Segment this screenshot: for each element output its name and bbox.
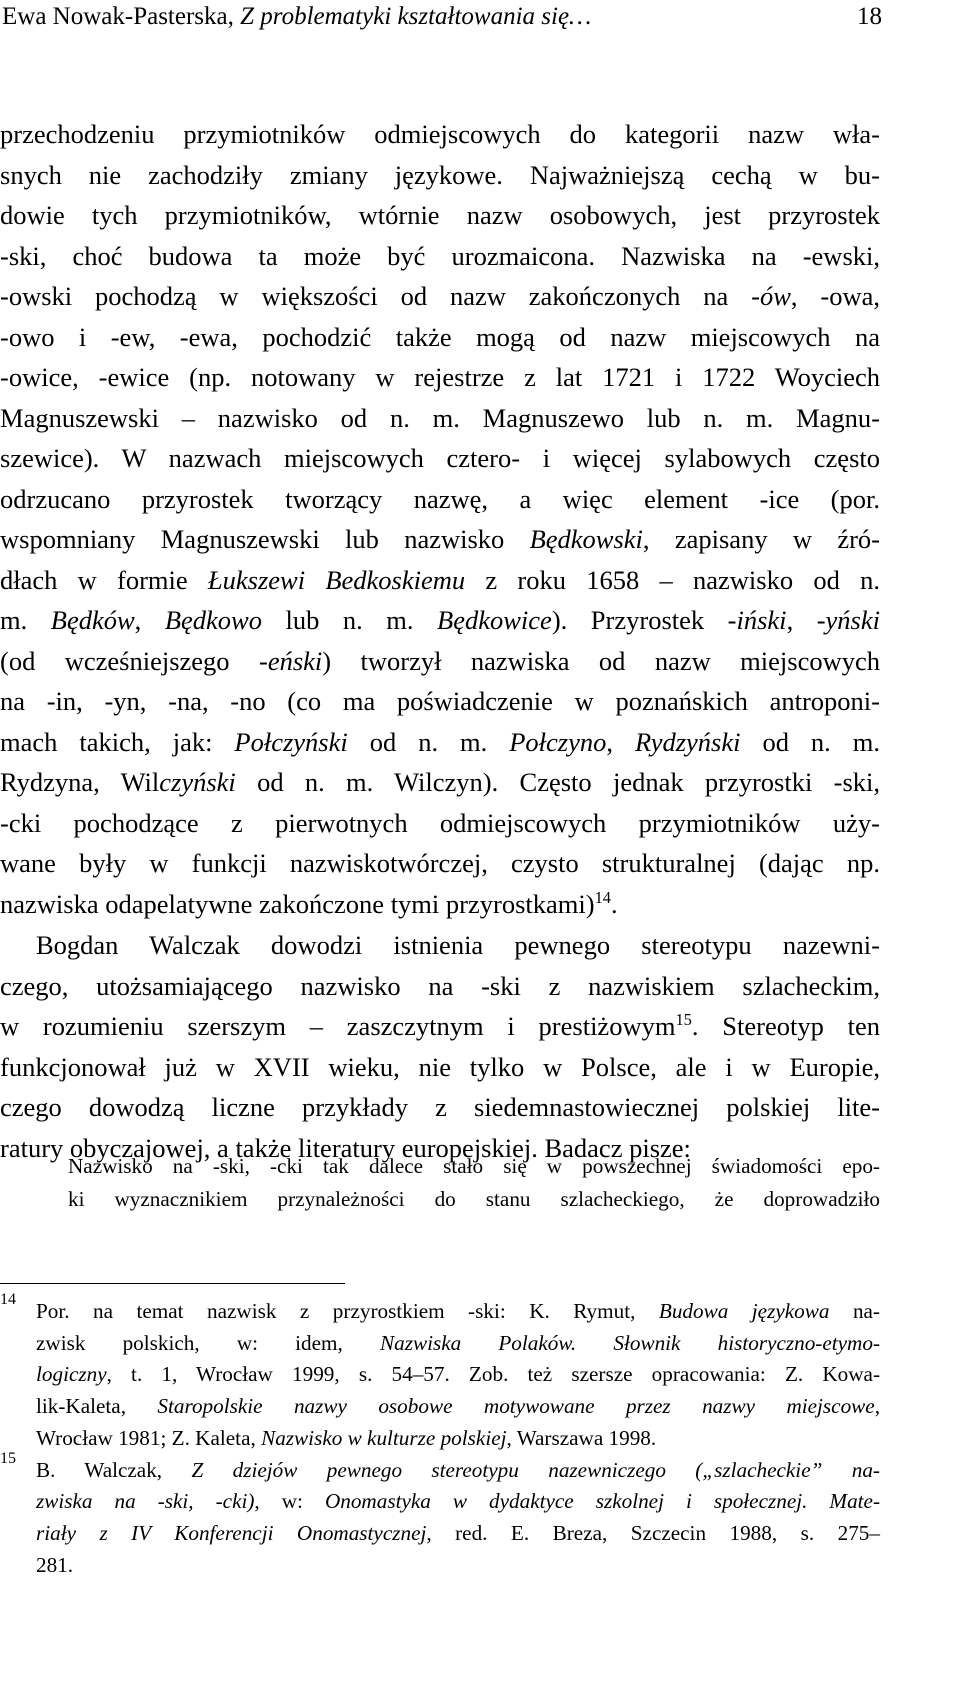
text-run: Magnuszewski – nazwisko od n. m. Magnuszewo lub n. m. Magnu- (0, 402, 880, 433)
text-run: lub n. m. (261, 605, 438, 635)
footnote-line (36, 1328, 880, 1359)
text-run: Nazwiska Polaków. Słownik historyczno-etymo- (379, 1330, 880, 1355)
text-run: ). Przyrostek - (551, 605, 737, 635)
text-run: ki wyznacznikiem przynależności do stanu szlacheckiego, że doprowadziło (68, 1187, 880, 1211)
body-line (0, 237, 880, 275)
footnote-mark: 15 (0, 1449, 16, 1467)
text-run: , Warszawa 1998. (506, 1425, 657, 1450)
text-run: Będkowo (164, 605, 262, 635)
text-run: , - (786, 605, 826, 635)
text-run: , t. 1, Wrocław 1999, s. 54–57. Zob. też szersze opracowania: Z. Kowa- (106, 1362, 880, 1387)
quote-line (68, 1150, 880, 1182)
text-run: czyński (159, 767, 236, 797)
text-run: Połczyno (509, 726, 607, 757)
body-line (0, 439, 880, 477)
text-run: , red. E. Breza, Szczecin 1988, s. 275– (426, 1520, 880, 1545)
body-line (0, 763, 880, 801)
text-run: funkcjonował już w XVII wieku, nie tylko w Polsce, ale i w Europie, (0, 1051, 880, 1082)
running-head-title: Z problematyki kształtowania się… (240, 3, 592, 30)
text-run: dłach w formie (0, 564, 208, 595)
text-run: Onomastyka w dydaktyce szkolnej i społecznej. Mate- (324, 1489, 881, 1514)
footnote-line (36, 1359, 880, 1390)
text-run: -owski pochodzą w większości od nazw zakończonych na - (0, 281, 760, 311)
text-run: szewice). W nazwach miejscowych cztero- i więcej sylabowych często (0, 443, 880, 473)
text-run: -owice, -ewice (np. notowany w rejestrze z lat 1721 i 1722 Woyciech (0, 362, 880, 392)
running-head (2, 0, 882, 34)
text-run: odrzucano przyrostek tworzący nazwę, a więc element -ice (por. (0, 483, 880, 514)
text-run: Wrocław 1981; Z. Kaleta, (36, 1425, 262, 1450)
body-line (0, 358, 880, 396)
footnote-reference: 15 (675, 1009, 692, 1029)
body-line (0, 967, 880, 1005)
text-run: , zapisany w źró- (642, 524, 880, 554)
text-run: iński (736, 605, 787, 635)
footnote-line (36, 1296, 880, 1327)
footnote-reference: 14 (594, 887, 611, 907)
text-run: ) tworzył nazwiska od nazw miejscowych (322, 645, 880, 676)
body-line (0, 1007, 880, 1045)
text-run: wspomniany Magnuszewski lub nazwisko (0, 524, 530, 554)
body-line (0, 196, 880, 234)
quote-line (68, 1183, 880, 1215)
text-run: yński (825, 605, 880, 635)
footnote-line (36, 1455, 880, 1486)
text-run: dowie tych przymiotników, wtórnie nazw osobowych, jest przyrostek (0, 200, 880, 230)
body-line (0, 1048, 880, 1086)
text-run: m. (0, 605, 51, 635)
text-run: ów (759, 281, 791, 311)
text-run: 281. (36, 1552, 74, 1577)
text-run: Nazwisko na -ski, -cki tak dalece stało się w powszechnej świadomości epo- (68, 1154, 880, 1178)
text-run: zwiska na -ski, -cki) (36, 1489, 255, 1514)
text-run: logiczny (36, 1362, 107, 1387)
running-head-author: Ewa Nowak-Pasterska, (2, 3, 241, 30)
text-run: Będkowski (529, 524, 643, 554)
footnote-line (36, 1391, 880, 1422)
body-line (0, 156, 880, 194)
footnote-line (36, 1550, 880, 1581)
footnote-mark: 14 (0, 1291, 16, 1308)
text-run: zwisk polskich, w: idem, (36, 1330, 380, 1355)
body-line (0, 480, 880, 518)
text-run: snych nie zachodziły zmiany językowe. Najważniejszą cechą w bu- (0, 159, 880, 190)
footnote-line (36, 1423, 880, 1454)
text-run: w rozumieniu szerszym – zaszczytnym i prestiżowym (0, 1011, 676, 1041)
body-line (0, 561, 880, 599)
page-number: 18 (857, 3, 882, 30)
text-run: . (610, 888, 618, 919)
text-run: lik-Kaleta, (36, 1394, 158, 1419)
footnote-line (36, 1486, 880, 1517)
body-line (0, 723, 880, 761)
footnote-rule (0, 1283, 345, 1284)
text-run: na- (829, 1299, 880, 1323)
text-run: Bogdan Walczak dowodzi istnienia pewnego stereotypu nazewni- (36, 930, 880, 960)
text-run: przechodzeniu przymiotników odmiejscowych do kategorii nazw wła- (0, 119, 880, 149)
text-run: . Stereotyp ten (691, 1011, 880, 1041)
body-line (0, 520, 880, 558)
text-run: Rydzyński (635, 726, 741, 757)
text-run: , (134, 605, 165, 635)
text-run: Z dziejów pewnego stereotypu nazewniczego („szlacheckie” na- (191, 1457, 880, 1482)
body-line (0, 885, 618, 923)
text-run: Rydzyna, Wil (0, 767, 160, 797)
text-run: , (874, 1394, 881, 1419)
text-run: czego dowodzą liczne przykłady z siedemnastowiecznej polskiej lite- (0, 1092, 880, 1122)
text-run: , w: (254, 1489, 325, 1514)
body-line (0, 115, 880, 153)
body-line (0, 601, 880, 639)
text-run: , -owa, (790, 281, 880, 311)
text-run: wane były w funkcji nazwiskotwórczej, czysto strukturalnej (dając np. (0, 848, 880, 878)
text-run: -cki pochodzące z pierwotnych odmiejscowych przymiotników uży- (0, 807, 880, 838)
body-line (0, 1088, 880, 1126)
text-run: od n. m. Wilczyn). Często jednak przyrostki -ski, (235, 767, 880, 797)
body-line (0, 399, 880, 437)
text-run: B. Walczak, (36, 1457, 192, 1482)
text-run: od n. m. (740, 726, 881, 757)
text-run: mach takich, jak: (0, 726, 235, 757)
footnote-line (36, 1518, 880, 1549)
text-run: Budowa językowa (658, 1299, 830, 1323)
text-run: (od wcześniejszego - (0, 645, 268, 676)
text-run: -owo i -ew, -ewa, pochodzić także mogą od nazw miejscowych na (0, 321, 880, 352)
body-line (0, 682, 880, 720)
body-line (0, 277, 880, 315)
text-run: -ski, choć budowa ta może być urozmaicona. Nazwiska na -ewski, (0, 240, 880, 271)
text-run: od n. m. (347, 726, 510, 757)
body-line (0, 804, 880, 842)
text-run: czego, utożsamiającego nazwisko na -ski z nazwiskiem szlacheckim, (0, 970, 880, 1001)
text-run: Łukszewi Bedkoskiemu (207, 564, 466, 595)
text-run: Staropolskie nazwy osobowe motywowane przez nazwy miejscowe (157, 1394, 875, 1419)
body-line (0, 318, 880, 356)
text-run: eński (267, 645, 323, 676)
text-run: z roku 1658 – nazwisko od n. (465, 564, 880, 595)
text-run: Por. na temat nazwisk z przyrostkiem -ski: K. Rymut, (36, 1299, 659, 1323)
text-run: Będków (50, 605, 135, 635)
body-line (0, 844, 880, 882)
text-run: , (606, 726, 635, 757)
body-line (0, 642, 880, 680)
text-run: Nazwisko w kulturze polskiej (261, 1425, 507, 1450)
text-run: riały z IV Konferencji Onomastycznej (36, 1520, 427, 1545)
text-run: Połczyński (234, 726, 348, 757)
text-run: ratury obyczajowej, a także literatury europejskiej. Badacz pisze: (0, 1132, 691, 1163)
text-run: nazwiska odapelatywne zakończone tymi przyrostkami) (0, 888, 595, 919)
body-line (0, 926, 880, 964)
text-run: Będkowice (437, 605, 552, 635)
text-run: na -in, -yn, -na, -no (co ma poświadczenie w poznańskich antroponi- (0, 686, 880, 716)
